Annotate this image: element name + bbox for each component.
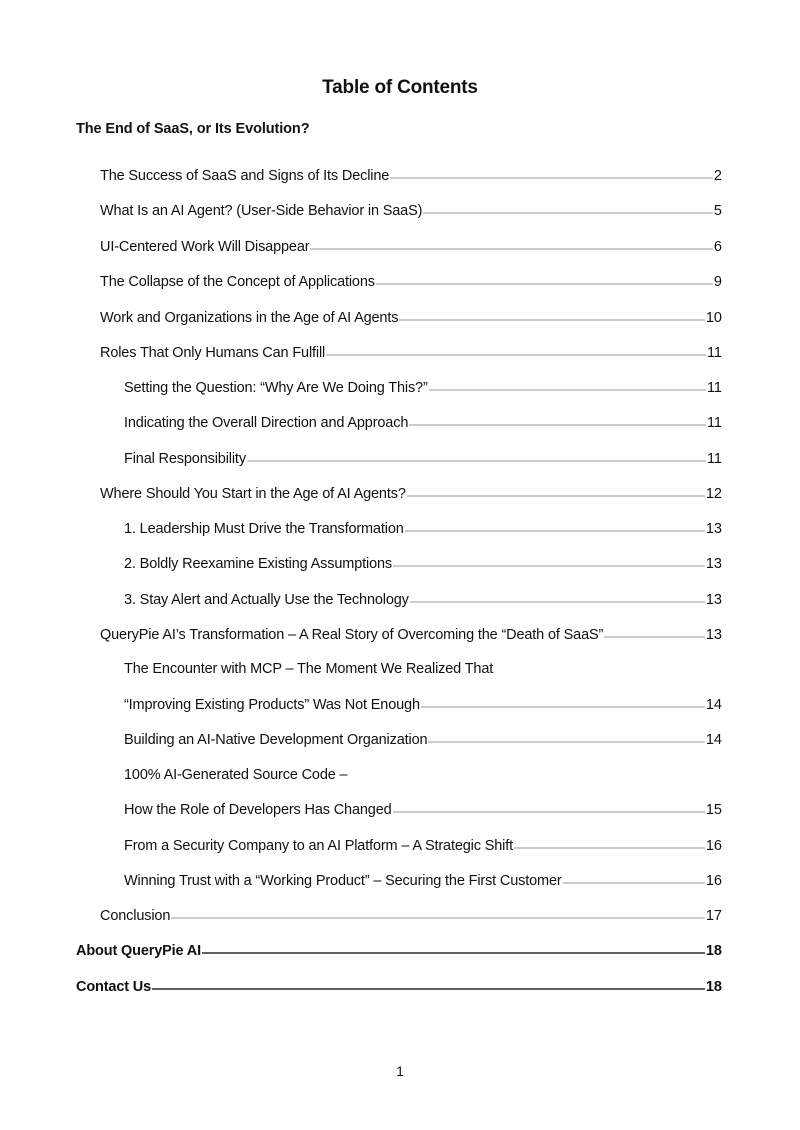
toc-entry[interactable] <box>100 343 722 363</box>
toc-entry[interactable] <box>76 941 722 961</box>
dot-leader <box>405 530 705 535</box>
dot-leader <box>202 952 705 957</box>
toc-entry-page: 18 <box>705 943 722 959</box>
dot-leader <box>429 389 706 394</box>
toc-entry-page: 16 <box>705 873 722 889</box>
toc-entry-page: 2 <box>713 168 722 184</box>
toc-entry[interactable] <box>100 166 722 186</box>
toc-entry-label: Roles That Only Humans Can Fulfill <box>100 345 326 361</box>
toc-entry[interactable] <box>124 730 722 750</box>
toc-entry[interactable] <box>100 308 722 328</box>
toc-entry[interactable] <box>124 800 722 820</box>
toc-entry-label: The Success of SaaS and Signs of Its Decline <box>100 168 390 184</box>
toc-entry[interactable] <box>100 906 722 926</box>
dot-leader <box>376 283 713 288</box>
dot-leader <box>428 741 704 746</box>
toc-entry-page: 11 <box>706 415 722 431</box>
toc-entry-label: Conclusion <box>100 908 171 924</box>
toc-entry[interactable] <box>100 484 722 504</box>
dot-leader <box>390 177 713 182</box>
toc-entry-label: UI-Centered Work Will Disappear <box>100 239 310 255</box>
dot-leader <box>393 565 705 570</box>
dot-leader <box>152 988 705 993</box>
toc-entry[interactable] <box>124 554 722 574</box>
toc-entry-label: Winning Trust with a “Working Product” – Securing the First Customer <box>124 873 562 889</box>
toc-entry-label: The Collapse of the Concept of Applications <box>100 274 375 290</box>
toc-entry-page: 5 <box>713 203 722 219</box>
toc-entry-page: 6 <box>713 239 722 255</box>
dot-leader <box>421 706 705 711</box>
toc-entry-page: 17 <box>705 908 722 924</box>
toc-entry[interactable] <box>124 836 722 856</box>
toc-entry[interactable] <box>100 201 722 221</box>
dot-leader <box>171 917 705 922</box>
dot-leader <box>399 319 705 324</box>
dot-leader <box>409 424 706 429</box>
toc-entry[interactable] <box>124 695 722 715</box>
toc-entry[interactable] <box>76 977 722 997</box>
toc-entry-label: Where Should You Start in the Age of AI Agents? <box>100 486 406 502</box>
toc-entry-page: 14 <box>705 732 722 748</box>
toc-entry-label: 3. Stay Alert and Actually Use the Technology <box>124 592 409 608</box>
footer-page-number: 1 <box>396 1063 404 1079</box>
toc-entry-label: Setting the Question: “Why Are We Doing This?” <box>124 380 428 396</box>
toc-entry-page: 13 <box>705 556 722 572</box>
toc-entry-page: 13 <box>705 627 722 643</box>
toc-entry[interactable] <box>100 272 722 292</box>
toc-entry-page: 15 <box>705 802 722 818</box>
dot-leader <box>410 601 705 606</box>
toc-entry-label[interactable]: 100% AI-Generated Source Code – <box>124 767 348 783</box>
toc-entry-label: Work and Organizations in the Age of AI Agents <box>100 310 399 326</box>
dot-leader <box>326 354 706 359</box>
toc-entry-label: Contact Us <box>76 979 152 995</box>
toc-entry-page: 11 <box>706 451 722 467</box>
dot-leader <box>423 212 713 217</box>
toc-entry-label[interactable]: The Encounter with MCP – The Moment We Realized That <box>124 661 494 677</box>
toc-entry-label: Building an AI-Native Development Organization <box>124 732 428 748</box>
toc-entry-label: What Is an AI Agent? (User-Side Behavior in SaaS) <box>100 203 423 219</box>
dot-leader <box>393 811 705 816</box>
toc-entry-page: 11 <box>706 345 722 361</box>
toc-entry-label: Indicating the Overall Direction and Approach <box>124 415 409 431</box>
toc-entry[interactable] <box>124 413 722 433</box>
toc-entry-label: “Improving Existing Products” Was Not Enough <box>124 697 420 713</box>
page-title: Table of Contents <box>322 77 478 98</box>
toc-entry[interactable] <box>124 449 722 469</box>
toc-entry[interactable] <box>100 237 722 257</box>
toc-entry-page: 9 <box>713 274 722 290</box>
dot-leader <box>604 636 705 641</box>
toc-entry-page: 16 <box>705 838 722 854</box>
toc-entry-label: How the Role of Developers Has Changed <box>124 802 392 818</box>
toc-entry[interactable] <box>124 519 722 539</box>
toc-entry[interactable] <box>124 871 722 891</box>
toc-entry-label: About QueryPie AI <box>76 943 202 959</box>
toc-entry-label: 1. Leadership Must Drive the Transformation <box>124 521 404 537</box>
dot-leader <box>407 495 705 500</box>
toc-entry-page: 18 <box>705 979 722 995</box>
dot-leader <box>563 882 705 887</box>
toc-entry-page: 10 <box>705 310 722 326</box>
toc-entry-label: Final Responsibility <box>124 451 246 467</box>
toc-entry[interactable] <box>124 590 722 610</box>
toc-entry[interactable] <box>100 625 722 645</box>
toc-entry-page: 13 <box>705 592 722 608</box>
dot-leader <box>247 460 706 465</box>
section-heading: The End of SaaS, or Its Evolution? <box>76 121 310 137</box>
toc-entry-page: 11 <box>706 380 722 396</box>
dot-leader <box>514 847 705 852</box>
toc-entry[interactable] <box>124 378 722 398</box>
toc-entry-page: 14 <box>705 697 722 713</box>
toc-entry-label: QueryPie AI’s Transformation – A Real Story of Overcoming the “Death of SaaS” <box>100 627 604 643</box>
toc-entry-label: 2. Boldly Reexamine Existing Assumptions <box>124 556 393 572</box>
toc-entry-page: 12 <box>705 486 722 502</box>
toc-entry-page: 13 <box>705 521 722 537</box>
toc-entry-label: From a Security Company to an AI Platform – A Strategic Shift <box>124 838 513 854</box>
dot-leader <box>310 248 712 253</box>
